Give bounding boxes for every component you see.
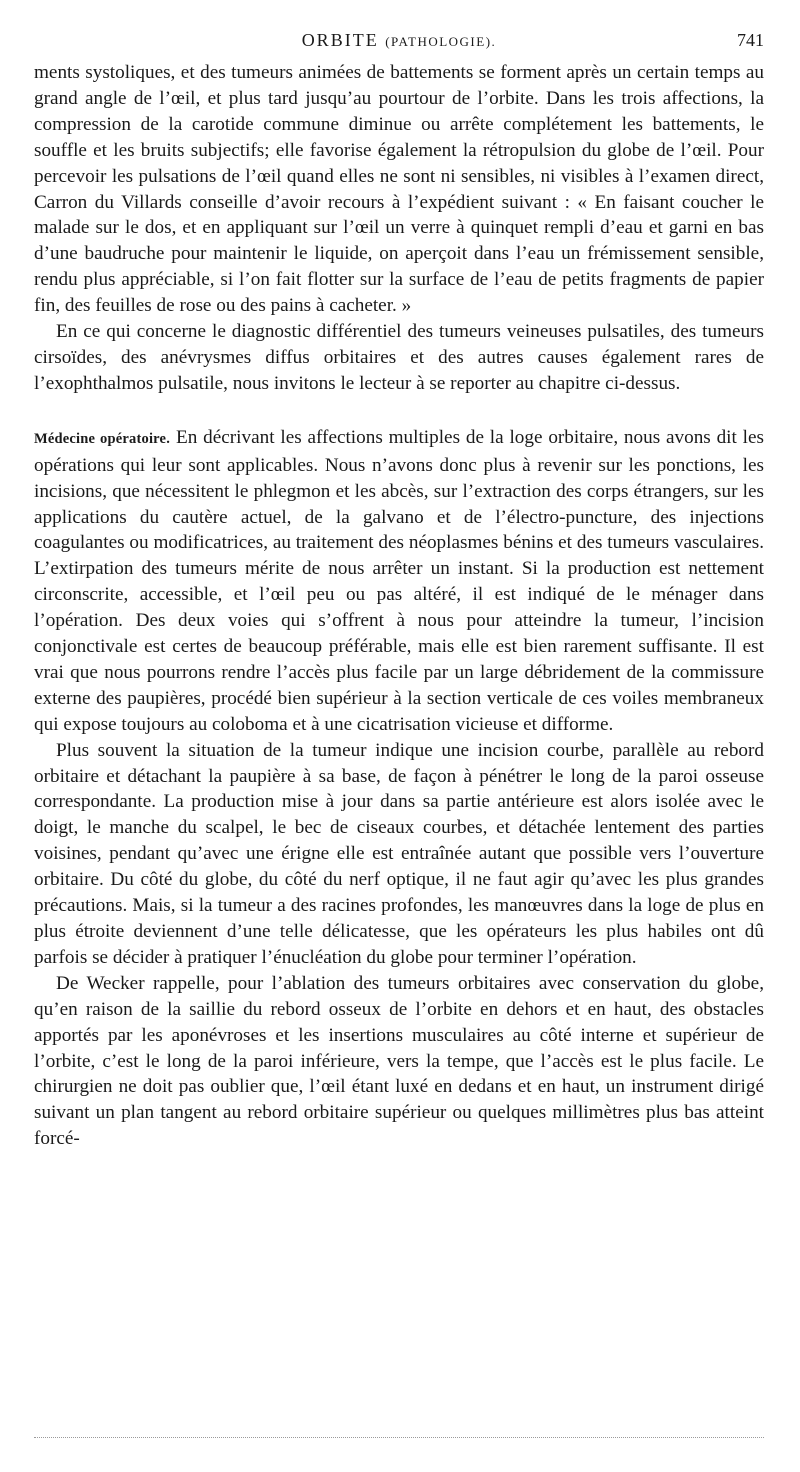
paragraph-de-wecker: De Wecker rappelle, pour l’ablation des tumeurs orbitaires avec conservation du globe, qu’en raison de la saillie du rebord osseux de l’orbite en dehors et en haut, des obstacles apportés par les aponévroses et les insertions musculaires au côté interne et supérieur de l’orbite, c’est le long de la paroi inférieure, vers la tempe, que l’accès est le plus facile. Le chirurgien ne doit pas oublier que, l’œil étant luxé en dedans et en haut, un instrument dirigé suivant un plan tangent au rebord orbitaire supérieur ou quelques millimètres plus bas atteint forcé-	[34, 972, 764, 1150]
page-number: 741	[737, 30, 764, 50]
section-lead-text: En décrivant les affections multiples de la loge orbitaire, nous avons dit les opérations qui leur sont applicables. Nous n’avons donc plus à revenir sur les ponctions, les incisions, que nécessitent le phlegmon et les abcès, sur l’extraction des corps étrangers, sur les applications du cautère actuel, de la galvano et de l’électro-puncture, des injections coagulantes ou modificatrices, au traitement des néoplasmes bénins et des tumeurs vasculaires. L’extirpation des tumeurs mérite de nous arrêter un instant. Si la production est nettement circonscrite, accessible, et l’œil peu ou pas altéré, il est indiqué de le ménager dans l’opération. Des deux voies qui s’offrent à nous pour atteindre la tumeur, l’incision conjonctivale est certes de beaucoup préférable, mais elle est bien rarement suffisante. Il est vrai que nous pourrons rendre l’accès plus facile par un large débridement de la commissure externe des paupières, procédé bien supérieur à la section verticale de ces voiles membraneux qui expose toujours au coloboma et à une cicatrisation vicieuse et difforme.	[34, 426, 764, 735]
footer-rule	[34, 1437, 764, 1438]
paragraph-incision: Plus souvent la situation de la tumeur indique une incision courbe, parallèle au rebord orbitaire et détachant la paupière à sa base, de façon à pénétrer le long de la paroi osseuse correspondante. La production mise à jour dans sa partie antérieure est alors isolée avec le doigt, le manche du scalpel, le bec de ciseaux courbes, et détachée lentement des parties voisines, pendant qu’avec une érigne elle est entraînée autant que possible vers l’ouverture orbitaire. Du côté du globe, du côté du nerf optique, il ne faut agir qu’avec les plus grandes précautions. Mais, si la tumeur a des racines profondes, les manœuvres dans la loge de plus en plus étroite deviennent d’une telle délicatesse, que les opérateurs les plus habiles ont dû parfois se décider à pratiquer l’énucléation du globe pour terminer l’opération.	[34, 739, 764, 968]
paragraph-diagnostic: En ce qui concerne le diagnostic différentiel des tumeurs veineuses pulsatiles, des tumeurs cirsoïdes, des anévrysmes diffus orbitaires et des autres causes également rares de l’exophthalmos pulsatile, nous invitons le lecteur à se reporter au chapitre ci-dessus.	[34, 321, 764, 394]
page-header	[34, 30, 764, 60]
running-title-subtitle: (PATHOLOGIE).	[385, 34, 497, 49]
running-title	[34, 30, 764, 51]
body-text	[34, 60, 764, 1152]
section-heading: Médecine opératoire.	[34, 430, 171, 447]
book-page	[34, 30, 764, 1152]
running-title-main: ORBITE	[301, 30, 379, 50]
section-lead-paragraph	[34, 425, 764, 738]
section-medecine-operatoire	[34, 425, 764, 1152]
paragraph-continuation: ments systoliques, et des tumeurs animées de battements se forment après un certain temps au grand angle de l’œil, et plus tard jusqu’au pourtour de l’orbite. Dans les trois affections, la compression de la carotide commune diminue ou arrête complétement les battements, le souffle et les bruits subjectifs; elle favorise également la rétropulsion du globe de l’œil. Pour percevoir les pulsations de l’œil quand elles ne sont ni sensibles, ni visibles à l’examen direct, Carron du Villards conseille d’avoir recours à l’expédient suivant : « En faisant coucher le malade sur le dos, et en appliquant sur l’œil un verre à quinquet rempli d’eau et garni en bas d’une baudruche pour maintenir le liquide, on aperçoit dans l’eau un frémissement sensible, rendu plus appréciable, si l’on fait flotter sur la surface de l’eau de petits fragments de papier fin, des feuilles de rose ou des pains à cacheter. »	[34, 62, 764, 317]
